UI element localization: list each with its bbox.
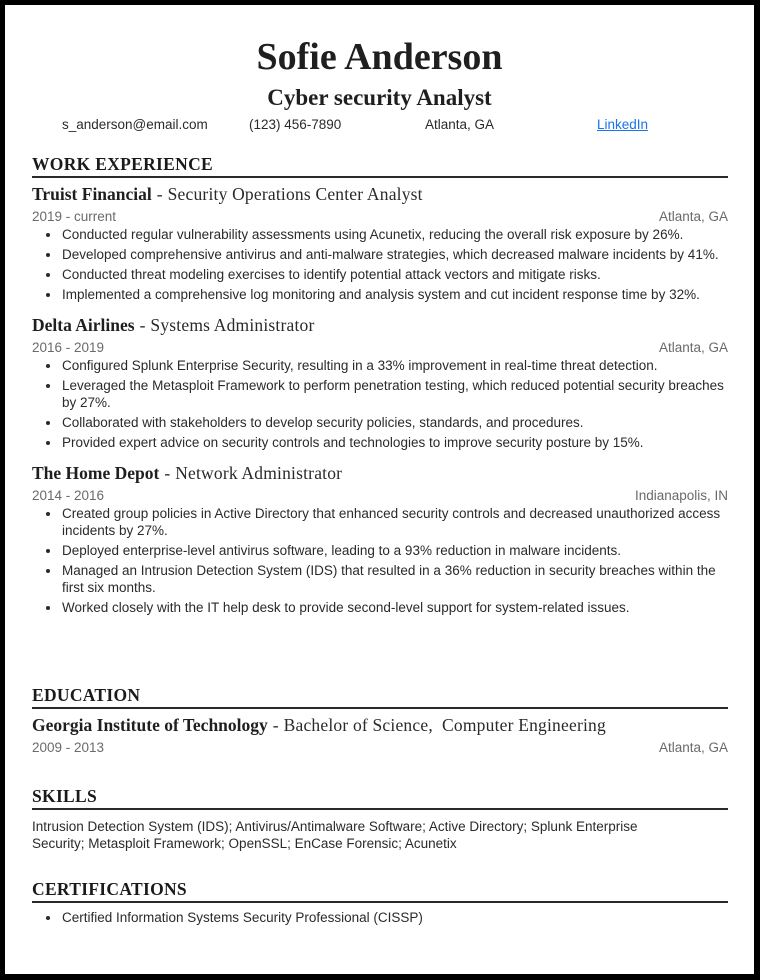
bullet-item: Leveraged the Metasploit Framework to perform penetration testing, which reduced potential security breaches by 27%. <box>43 377 728 411</box>
job-title-line <box>32 461 728 485</box>
job-entry <box>32 182 728 303</box>
work-experience-section <box>32 153 728 619</box>
resume-page <box>5 5 754 974</box>
bullet-item: Created group policies in Active Directory that enhanced security controls and decreased unauthorized access incidents by 27%. <box>43 505 728 539</box>
education-location: Atlanta, GA <box>658 740 728 755</box>
education-section <box>32 684 728 757</box>
contact-email: s_anderson@email.com <box>62 117 208 132</box>
section-heading-education: EDUCATION <box>32 684 728 709</box>
contact-location: Atlanta, GA <box>425 117 495 132</box>
title-separator: - <box>139 315 146 335</box>
bullet-item: Worked closely with the IT help desk to provide second-level support for system-related issues. <box>43 599 728 616</box>
certification-item: Certified Information Systems Security Professional (CISSP) <box>43 909 728 926</box>
education-meta <box>32 738 728 757</box>
job-location: Atlanta, GA <box>658 340 728 355</box>
job-meta <box>32 486 728 505</box>
title-separator: - <box>164 463 171 483</box>
job-dates: 2016 - 2019 <box>32 340 105 355</box>
job-location: Atlanta, GA <box>658 209 728 224</box>
section-heading-work: WORK EXPERIENCE <box>32 153 728 178</box>
job-entry <box>32 461 728 616</box>
candidate-title: Cyber security Analyst <box>267 85 492 110</box>
section-heading-skills: SKILLS <box>32 785 728 810</box>
bullet-item: Provided expert advice on security controls and technologies to improve security posture by 15%. <box>43 434 728 451</box>
certifications-section <box>32 878 728 929</box>
linkedin-link[interactable]: LinkedIn <box>597 117 649 132</box>
title-separator: - <box>156 184 163 204</box>
education-title-line <box>32 713 728 737</box>
job-bullets <box>43 226 728 303</box>
job-title-line <box>32 182 728 206</box>
contact-bar <box>5 116 754 134</box>
title-separator: - <box>272 715 279 735</box>
school-name: Georgia Institute of Technology <box>32 715 268 735</box>
job-company: Truist Financial <box>32 184 152 204</box>
candidate-name: Sofie Anderson <box>256 36 503 78</box>
skills-list: Intrusion Detection System (IDS); Antivirus/Antimalware Software; Active Directory; Splunk Enterprise Security; Metasploit Framework; OpenSSL; EnCase Forensic; Acunetix <box>32 819 638 851</box>
job-company: The Home Depot <box>32 463 160 483</box>
job-bullets <box>43 505 728 616</box>
education-dates: 2009 - 2013 <box>32 740 105 755</box>
bullet-item: Deployed enterprise-level antivirus software, leading to a 93% reduction in malware incidents. <box>43 542 728 559</box>
job-meta <box>32 207 728 226</box>
job-title-line <box>32 313 728 337</box>
section-heading-certifications: CERTIFICATIONS <box>32 878 728 903</box>
bullet-item: Developed comprehensive antivirus and anti-malware strategies, which decreased malware incidents by 41%. <box>43 246 728 263</box>
skills-section <box>32 785 728 852</box>
job-meta <box>32 338 728 357</box>
contact-phone: (123) 456-7890 <box>249 117 342 132</box>
job-location: Indianapolis, IN <box>634 488 728 503</box>
bullet-item: Conducted threat modeling exercises to identify potential attack vectors and mitigate risks. <box>43 266 728 283</box>
bullet-item: Managed an Intrusion Detection System (IDS) that resulted in a 36% reduction in security breaches within the first six months. <box>43 562 728 596</box>
job-company: Delta Airlines <box>32 315 135 335</box>
job-role: Security Operations Center Analyst <box>167 184 423 204</box>
bullet-item: Conducted regular vulnerability assessments using Acunetix, reducing the overall risk exposure by 26%. <box>43 226 728 243</box>
certification-list <box>43 909 728 926</box>
bullet-item: Implemented a comprehensive log monitoring and analysis system and cut incident response time by 32%. <box>43 286 728 303</box>
job-role: Systems Administrator <box>150 315 315 335</box>
bullet-item: Configured Splunk Enterprise Security, resulting in a 33% improvement in real-time threat detection. <box>43 357 728 374</box>
job-role: Network Administrator <box>175 463 343 483</box>
degree: Bachelor of Science, Computer Engineering <box>283 715 606 735</box>
job-dates: 2019 - current <box>32 209 117 224</box>
job-dates: 2014 - 2016 <box>32 488 105 503</box>
job-bullets <box>43 357 728 451</box>
education-entry <box>32 713 728 757</box>
job-entry <box>32 313 728 451</box>
bullet-item: Collaborated with stakeholders to develop security policies, standards, and procedures. <box>43 414 728 431</box>
